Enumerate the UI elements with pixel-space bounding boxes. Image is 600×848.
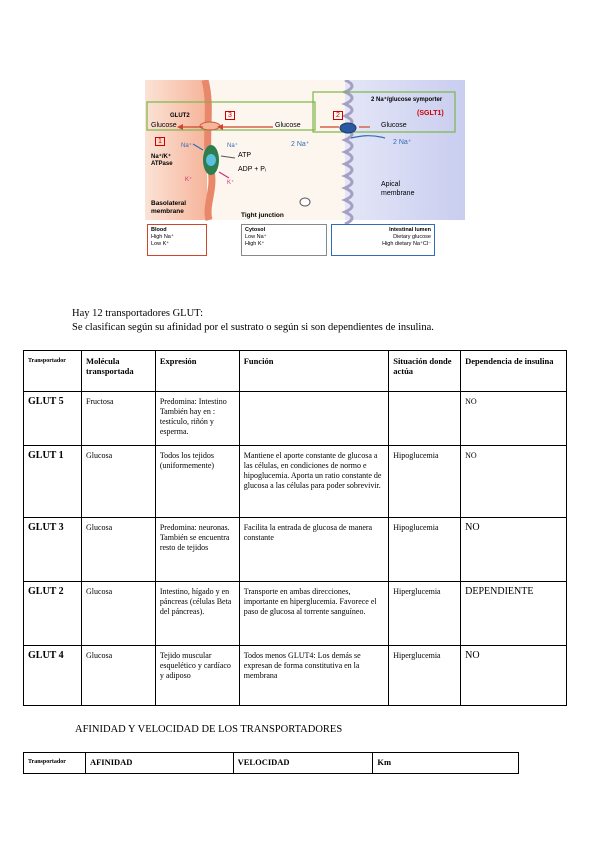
basolateral-membrane-label: Basolateral membrane [151, 200, 187, 215]
row-expression: Tejido muscular esquelético y cardíaco y adiposo [155, 646, 239, 706]
header-transportador: Transportador [24, 351, 82, 392]
row-dependence: NO [461, 646, 567, 706]
row-situation: Hiperglucemia [389, 582, 461, 646]
row-function: Mantiene el aporte constante de glucosa a las células, en condiciones de normo e hipoglucemia. Aporta un ratio constante de glucosa a las células para poder sobrevivir. [239, 446, 389, 518]
table-row [24, 518, 567, 582]
legend-blood-title: Blood [151, 227, 167, 233]
row-expression: Todos los tejidos (uniformemente) [155, 446, 239, 518]
tight-junction-label: Tight junction [241, 212, 284, 219]
header-velocidad: VELOCIDAD [233, 753, 373, 774]
glucose-transport-figure [145, 80, 465, 260]
header-transportador: Transportador [24, 753, 86, 774]
legend-blood-line1: High Na⁺ [151, 234, 174, 240]
row-name: GLUT 5 [24, 392, 82, 446]
intro-text [72, 307, 434, 335]
row-name: GLUT 2 [24, 582, 82, 646]
header-km: Km [373, 753, 519, 774]
header-afinidad: AFINIDAD [85, 753, 233, 774]
table-row [24, 646, 567, 706]
glucose-mid-label: Glucose [275, 122, 301, 129]
legend-cytosol-line1: Low Na⁺ [245, 234, 267, 240]
row-situation: Hipoglucemia [389, 518, 461, 582]
adp-label: ADP + Pᵢ [238, 166, 267, 173]
legend-blood [147, 224, 207, 256]
atp-label: ATP [238, 152, 252, 159]
row-name: GLUT 3 [24, 518, 82, 582]
affinity-table [23, 752, 519, 774]
apical-membrane-label: Apical membrane [381, 181, 415, 197]
legend-lumen [331, 224, 435, 256]
sglt1-label: (SGLT1) [417, 110, 444, 117]
header-molecula: Molécula transportada [81, 351, 155, 392]
row-molecule: Glucosa [81, 646, 155, 706]
row-situation: Hipoglucemia [389, 446, 461, 518]
glut-table-header [24, 351, 567, 392]
row-expression: Predomina: Intestino También hay en : testículo, riñón y esperma. [155, 392, 239, 446]
row-dependence: NO [461, 518, 567, 582]
symporter-label: 2 Na⁺/glucose symporter [371, 97, 443, 103]
na-top-label: Na⁺ [181, 143, 192, 149]
two-na-left-label: 2 Na⁺ [291, 141, 310, 148]
header-funcion: Función [239, 351, 389, 392]
legend-cytosol-line2: High K⁺ [245, 241, 265, 247]
row-dependence: NO [461, 446, 567, 518]
table-row [24, 446, 567, 518]
legend-cytosol-title: Cytosol [245, 227, 266, 233]
affinity-section-title: AFINIDAD Y VELOCIDAD DE LOS TRANSPORTADORES [75, 724, 343, 735]
row-name: GLUT 1 [24, 446, 82, 518]
glucose-right-label: Glucose [381, 122, 407, 129]
header-situacion: Situación donde actúa [389, 351, 461, 392]
na-top2-label: Na⁺ [227, 143, 238, 149]
legend-blood-line2: Low K⁺ [151, 241, 170, 247]
atpase-label: Na⁺/K⁺ ATPase [151, 154, 173, 167]
legend-lumen-line2: High dietary Na⁺Cl⁻ [382, 241, 431, 247]
intro-line-2: Se clasifican según su afinidad por el sustrato o según si son dependientes de insulina. [72, 322, 434, 333]
box-2-label: 2 [333, 111, 343, 120]
row-dependence: DEPENDIENTE [461, 582, 567, 646]
table-row [24, 392, 567, 446]
row-molecule: Glucosa [81, 518, 155, 582]
row-molecule: Glucosa [81, 446, 155, 518]
row-expression: Predomina: neuronas. También se encuentra resto de tejidos [155, 518, 239, 582]
row-molecule: Fructosa [81, 392, 155, 446]
row-molecule: Glucosa [81, 582, 155, 646]
glucose-left-label: Glucose [151, 122, 177, 129]
intro-line-1: Hay 12 transportadores GLUT: [72, 308, 203, 319]
header-dependencia: Dependencia de insulina [461, 351, 567, 392]
legend-lumen-line1: Dietary glucose [393, 234, 431, 240]
k-left-label: K⁺ [185, 177, 193, 183]
box-3-label: 3 [225, 111, 235, 120]
legend-lumen-title: Intestinal lumen [389, 227, 431, 233]
row-name: GLUT 4 [24, 646, 82, 706]
row-dependence: NO [461, 392, 567, 446]
row-function: Transporte en ambas direcciones, importante en hiperglucemia. Favorece el paso de glucosa al torrente sanguíneo. [239, 582, 389, 646]
row-function: Facilita la entrada de glucosa de manera constante [239, 518, 389, 582]
row-function: Todos menos GLUT4: Los demás se expresan de forma constitutiva en la membrana [239, 646, 389, 706]
glut2-label: GLUT2 [170, 113, 190, 119]
legend-cytosol [241, 224, 327, 256]
box-1-label: 1 [155, 137, 165, 146]
row-expression: Intestino, hígado y en páncreas (células Beta del páncreas). [155, 582, 239, 646]
two-na-right-label: 2 Na⁺ [393, 139, 412, 146]
row-function [239, 392, 389, 446]
glut-table [23, 350, 567, 706]
table-row [24, 582, 567, 646]
row-situation [389, 392, 461, 446]
k-right-label: K⁺ [227, 180, 235, 186]
row-situation: Hiperglucemia [389, 646, 461, 706]
header-expresion: Expresión [155, 351, 239, 392]
affinity-table-header [24, 753, 519, 774]
